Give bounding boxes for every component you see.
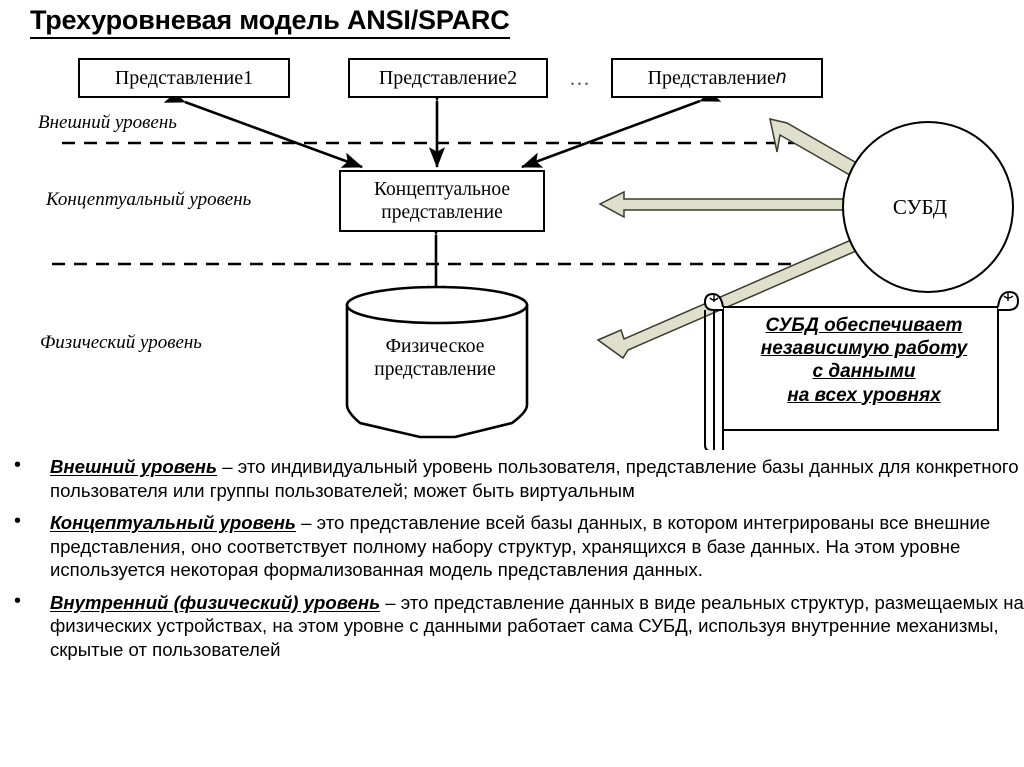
physical-store-line2: представление xyxy=(374,359,496,381)
conceptual-box-line2: представление xyxy=(381,202,503,223)
conceptual-view-box[interactable] xyxy=(339,170,545,232)
bullet-body: – это представление данных в виде реальных структур, размещаемых на физических устройствах, на этом уровне с данными работает сама СУБД, используя внутренние механизмы, скрытые от пользователей xyxy=(50,591,1024,660)
list-item xyxy=(0,591,1024,662)
callout-line-3: с данными xyxy=(812,361,916,383)
view-box-n-index: n xyxy=(775,67,787,89)
bullet-term: Внутренний (физический) уровень xyxy=(50,591,381,613)
bullet-term: Внешний уровень xyxy=(50,456,218,477)
ellipsis-between-views: … xyxy=(569,66,592,90)
bullet-body: – это индивидуальный уровень пользователя, представление базы данных для конкретного пользователя или группы пользователей; может быть виртуальным xyxy=(50,456,1019,501)
view-box-1-index: 1 xyxy=(243,66,254,89)
label-conceptual-level: Концептуальный уровень xyxy=(46,189,252,210)
view-box-2-index: 2 xyxy=(507,66,518,89)
bullet-marker: • xyxy=(14,589,22,612)
list-item xyxy=(0,455,1024,502)
bullet-marker: • xyxy=(14,454,22,476)
view-box-2-label: Представление xyxy=(378,66,508,89)
view-box-1[interactable] xyxy=(78,58,290,98)
list-item xyxy=(0,511,1024,582)
conceptual-box-line1: Концептуальное xyxy=(373,179,511,200)
callout-line-2: независимую работу xyxy=(760,338,968,360)
view-box-1-label: Представление xyxy=(114,66,244,89)
bullet-body: – это представление всей базы данных, в котором интегрированы все внешние представления, оно соответствует полному набору структур, хранящихся в базе данных. На этом уровне используется некоторая формализованная модель представления данных. xyxy=(50,512,991,581)
dbms-circle[interactable] xyxy=(842,121,1014,293)
physical-store-line1: Физическое xyxy=(385,336,485,357)
page-title: Трехуровневая модель ANSI/SPARC xyxy=(30,6,510,39)
callout-text xyxy=(728,314,1000,407)
arrow-viewn-conceptual xyxy=(522,101,700,167)
dbms-arrow-external xyxy=(770,119,862,178)
arrow-view1-conceptual xyxy=(185,102,362,167)
bullet-term: Концептуальный уровень xyxy=(50,512,296,534)
view-box-2[interactable] xyxy=(348,58,548,98)
physical-store-caption xyxy=(343,335,527,382)
label-external-level: Внешний уровень xyxy=(38,112,177,133)
view-box-n[interactable] xyxy=(611,58,823,98)
bullet-marker: • xyxy=(14,510,22,533)
view-box-n-label: Представление xyxy=(647,66,776,89)
dbms-arrow-conceptual xyxy=(600,192,855,217)
bullet-list xyxy=(0,455,1024,670)
callout-line-1: СУБД обеспечивает xyxy=(765,315,963,336)
callout-line-4: на всех уровнях xyxy=(787,384,941,406)
label-physical-level: Физический уровень xyxy=(40,332,202,353)
dbms-label: СУБД xyxy=(892,194,948,219)
